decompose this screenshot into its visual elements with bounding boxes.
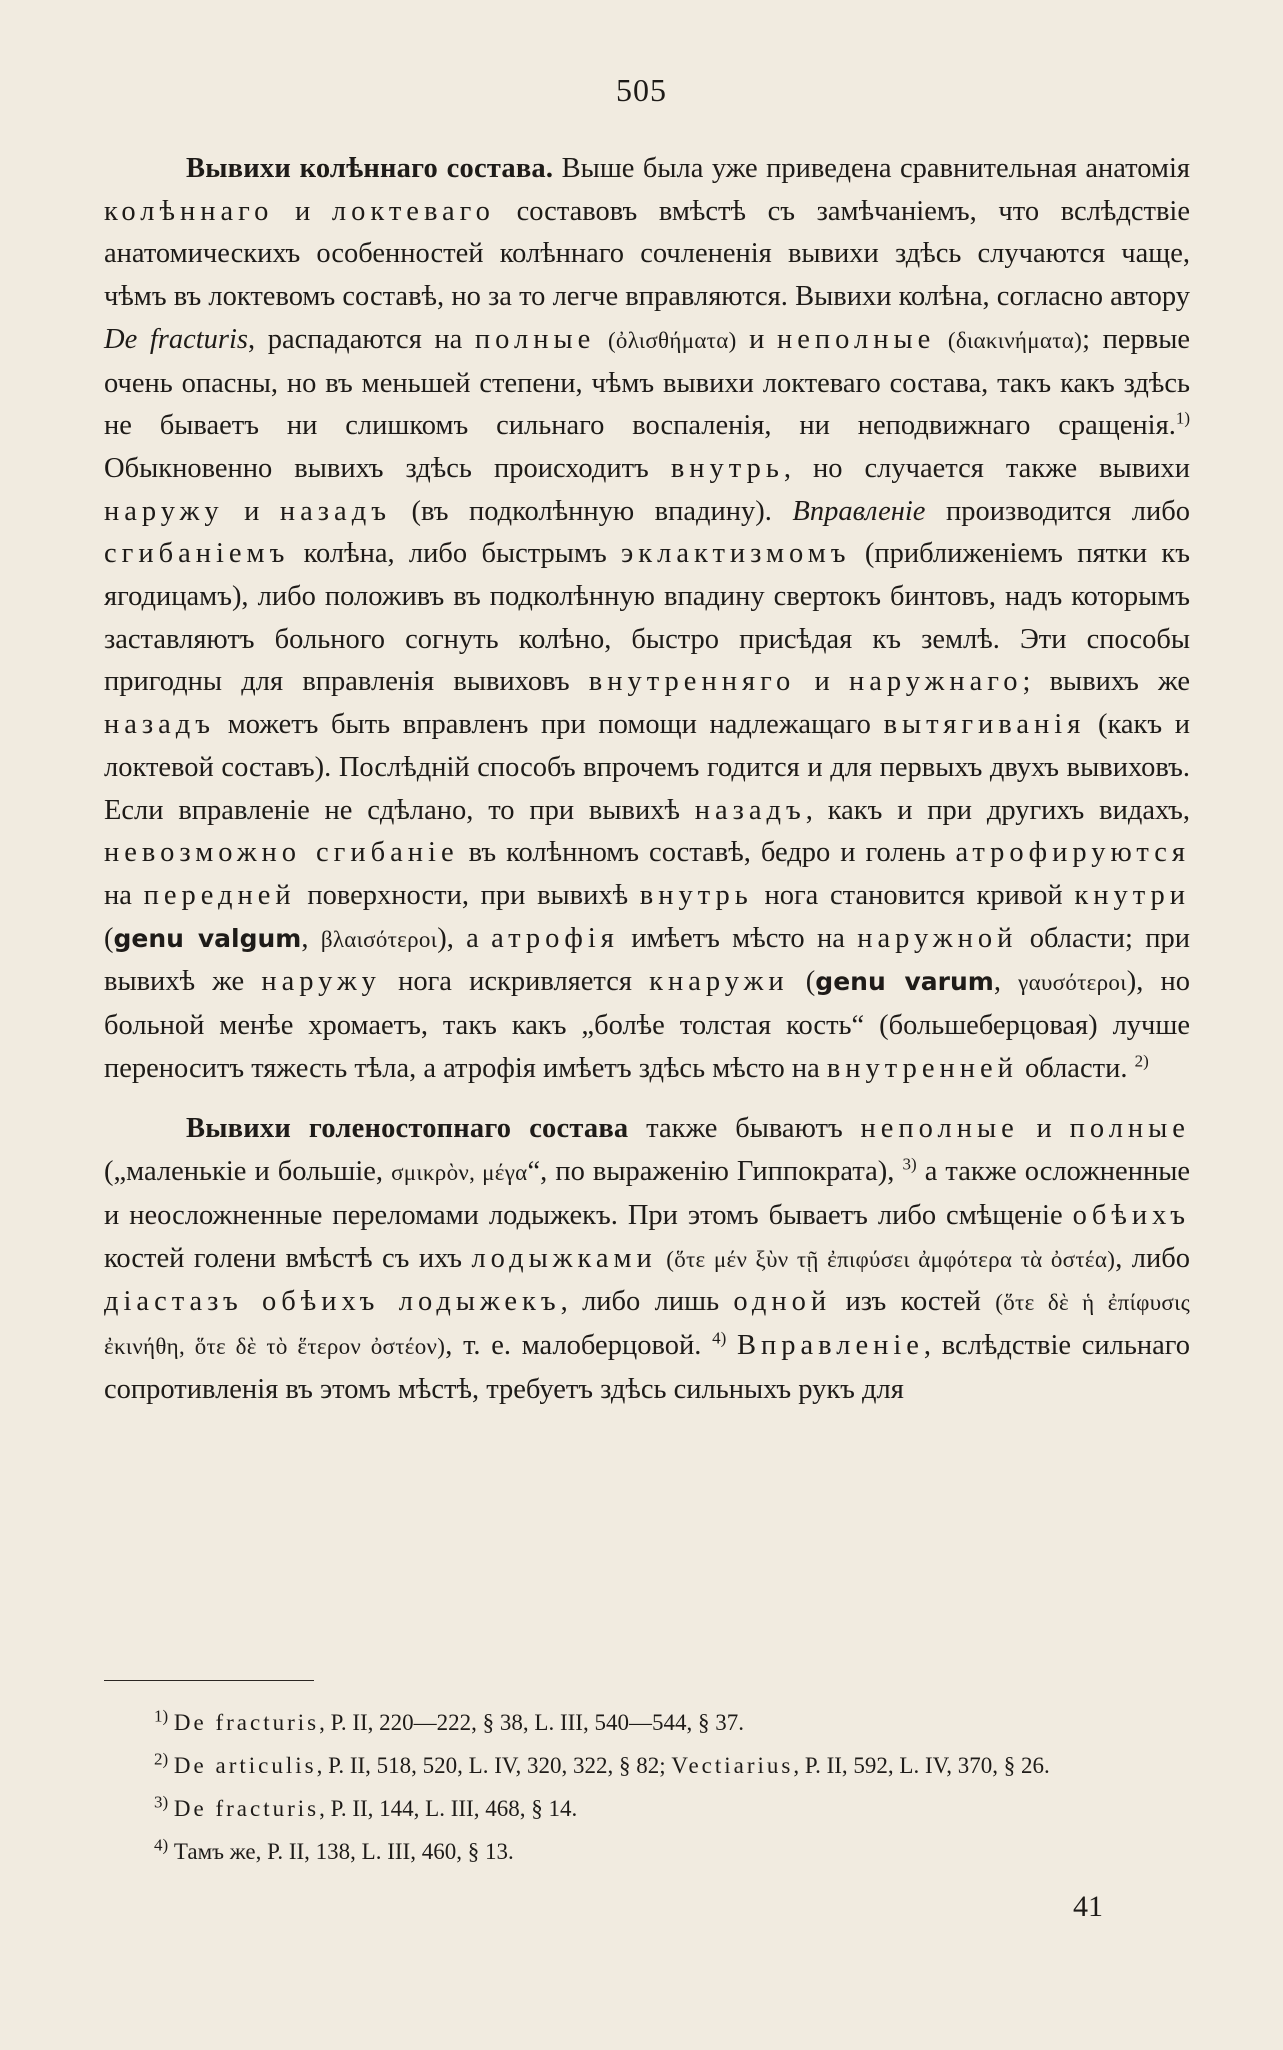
spaced-term: наружу [261, 966, 381, 998]
text-run: , либо [1115, 1242, 1190, 1274]
spaced-term: колѣннаго [104, 195, 274, 227]
text-run: можетъ быть вправленъ при помощи надлежащаго [215, 709, 884, 741]
footnote-number: 3) [154, 1792, 169, 1812]
spaced-term: невозможно сгибаніе [104, 837, 459, 869]
spaced-term: локтеваго [331, 195, 495, 227]
spaced-term: Вправленіе [736, 1329, 924, 1361]
main-text [104, 148, 1190, 1411]
text-run: , т. е. малоберцовой. [445, 1329, 713, 1361]
text-run: ( [104, 922, 114, 954]
spaced-term: обѣихъ [1072, 1199, 1190, 1231]
spaced-term: неполные [860, 1113, 1019, 1145]
spaced-term: наружнаго [848, 666, 1023, 698]
footnote-2 [104, 1748, 1190, 1783]
text-run: , [301, 922, 321, 954]
footnote-source: De fracturis [173, 1796, 320, 1821]
footnote-source: Vectiarius [671, 1753, 794, 1778]
latin-term: genu varum [815, 967, 994, 997]
paragraph-knee-dislocations [104, 148, 1190, 1090]
greek-term: γαυσότεροι [1018, 970, 1127, 996]
text-run: , [993, 966, 1019, 998]
text-run: , вслѣдствіе сильнаго сопротивленія въ этомъ мѣстѣ, требуетъ здѣсь сильныхъ рукъ для [104, 1329, 1191, 1405]
footnote-ref: 3) [902, 1154, 917, 1174]
footnote-3 [104, 1791, 1190, 1826]
spaced-term: внутренняго [588, 666, 796, 698]
text-run: въ колѣнномъ составѣ, бедро и голень [458, 837, 956, 869]
work-title: De fracturis [104, 323, 249, 355]
footnote-ref: 1) [1175, 408, 1190, 428]
text-run: колѣна, либо быстрымъ [289, 538, 622, 570]
spaced-term: наружу [104, 495, 224, 527]
spaced-term: одной [733, 1286, 832, 1318]
spaced-term: передней [143, 879, 296, 911]
text-run [595, 324, 608, 355]
paragraph-ankle-dislocations [104, 1108, 1190, 1411]
spaced-term: назадъ [104, 709, 216, 741]
text-run [935, 324, 948, 355]
text-run: ), а [437, 922, 492, 954]
italic-term: Вправленіе [792, 495, 926, 527]
spaced-term: эклактизмомъ [621, 538, 851, 570]
text-run: ; первые очень опасны, но въ меньшей степени, чѣмъ вывихи локтеваго состава, такъ какъ здѣсь не бываетъ ни слишкомъ сильнаго воспаленія, ни неподвижнаго сращенія. [104, 323, 1191, 442]
text-run: и [273, 195, 332, 227]
footnote-ref: 4) [712, 1328, 727, 1348]
greek-term: (ὅτε δὲ ἡ ἐπίφυσις ἐκινήθη, ὅτε δὲ τὸ ἕτερον ὀστέον) [104, 1290, 1190, 1359]
spaced-term: вытягиванія [883, 709, 1086, 741]
text-run: составовъ вмѣстѣ съ замѣчаніемъ, что вслѣдствіе анатомическихъ особенностей колѣннаго сочлененія вывихи здѣсь случаются чаще, чѣмъ въ локтевомъ составѣ, но за то легче вправляются. Вывихи колѣна, согласно автору [104, 195, 1190, 313]
text-run: ( [788, 966, 816, 998]
text-run: поверхности, при вывихѣ [295, 879, 640, 911]
page-number: 505 [616, 72, 667, 108]
footnote-4 [104, 1834, 1190, 1869]
text-run: “, по выраженію Гиппократа), [527, 1156, 903, 1188]
spaced-term: діастазъ обѣихъ лодыжекъ [104, 1286, 561, 1318]
footnote-source: De articulis [173, 1753, 317, 1778]
text-run: , либо лишь [560, 1286, 734, 1318]
greek-term: (ὅτε μέν ξὺν τῇ ἐπιφύσει ἀμφότερα τὰ ὀστέα) [666, 1246, 1116, 1272]
footnote-text: Тамъ же, P. II, 138, L. III, 460, § 13. [173, 1839, 514, 1864]
text-run: также бываютъ [628, 1113, 861, 1145]
text-run: ; вывихъ же [1022, 666, 1190, 698]
footnote-text: , P. II, 592, L. IV, 370, § 26. [793, 1753, 1050, 1778]
text-run: на [104, 879, 144, 911]
footnote-text: , P. II, 220—222, § 38, L. III, 540—544, § 37. [319, 1710, 744, 1735]
text-run: нога становится кривой [752, 879, 1075, 911]
text-run: производится либо [925, 495, 1190, 527]
signature-mark: 41 [1073, 1890, 1103, 1923]
footnote-number: 4) [154, 1835, 169, 1855]
footnote-text: , P. II, 144, L. III, 468, § 14. [319, 1796, 578, 1821]
text-run: (приближеніемъ пятки къ ягодицамъ), либо положивъ въ подколѣнную впадину свертокъ бинтовъ, надъ которымъ заставляютъ больного согнуть колѣно, быстро присѣдая къ землѣ. Эти способы пригодны для вправленія вывиховъ [104, 538, 1190, 698]
spaced-term: полные [1069, 1113, 1190, 1145]
spaced-term: атрофируются [955, 837, 1190, 869]
text-run: , распадаются на [248, 323, 475, 355]
spaced-term: атрофія [491, 922, 619, 954]
footnote-ref: 2) [1134, 1051, 1149, 1071]
text-run: области. [1017, 1052, 1135, 1084]
spaced-term: наружной [857, 922, 1018, 954]
text-run: изъ костей [831, 1286, 996, 1318]
text-run: области; при вывихѣ же [104, 922, 1191, 998]
text-run: и [795, 666, 849, 698]
text-run: а также осложненные и неосложненные переломами лодыжекъ. При этомъ бываетъ либо смѣщеніе [104, 1156, 1191, 1231]
spaced-term: внутрь [639, 879, 753, 911]
footnotes [104, 1705, 1190, 1877]
text-run [657, 1243, 666, 1274]
spaced-term: внутрь [670, 452, 784, 484]
spaced-term: полные [474, 323, 596, 355]
spaced-term: сгибаніемъ [104, 538, 290, 570]
footnote-text: , P. II, 518, 520, L. IV, 320, 322, § 82; [316, 1753, 672, 1778]
footnote-1 [104, 1705, 1190, 1740]
text-run [726, 1330, 737, 1361]
section-heading-knee: Вывихи колѣннаго состава. [186, 153, 554, 184]
text-run: ), но больной менѣе хромаетъ, такъ какъ „болѣе толстая кость“ (большеберцовая) лучше переноситъ тяжесть тѣла, а атрофія имѣетъ здѣсь мѣсто на [104, 966, 1191, 1084]
footnote-number: 2) [154, 1749, 169, 1769]
footnote-number: 1) [154, 1706, 169, 1726]
text-run: и [223, 495, 280, 527]
text-run: (какъ и локтевой составъ). Послѣдній способъ впрочемъ годится и для первыхъ двухъ вывиховъ. Если вправленіе не сдѣлано, то при вывихѣ [104, 709, 1190, 826]
text-run: , какъ и при другихъ видахъ, [805, 794, 1190, 826]
greek-term: (ὀλισθήματα) [607, 327, 737, 353]
text-run: и [1018, 1113, 1070, 1145]
footnote-source: De fracturis [173, 1710, 320, 1735]
spaced-term: лодыжками [471, 1242, 657, 1274]
greek-term: βλαισότεροι [320, 926, 438, 952]
greek-term: (διακινήματα) [947, 327, 1083, 353]
text-run: Обыкновенно вывихъ здѣсь происходитъ [104, 452, 671, 484]
footnote-divider [104, 1680, 314, 1681]
text-run: нога искривляется [380, 966, 650, 998]
spaced-term: внутренней [826, 1052, 1018, 1084]
text-run: , но случается также вывихи [783, 452, 1190, 484]
spaced-term: кнаружи [649, 966, 789, 998]
text-run: („маленькіе и большіе, [104, 1156, 392, 1188]
spaced-term: назадъ [279, 495, 391, 527]
section-heading-ankle: Вывихи голеностопнаго состава [186, 1113, 629, 1145]
text-run: (въ подколѣнную впадину). [390, 495, 793, 527]
text-run: и [736, 323, 777, 355]
text-run: Выше была уже приведена сравнительная анатомія [553, 153, 1190, 184]
latin-term: genu valgum [113, 923, 302, 953]
text-run: костей голени вмѣстѣ съ ихъ [104, 1242, 472, 1274]
greek-term: σμικρὸν, μέγα [391, 1160, 528, 1186]
spaced-term: кнутри [1074, 879, 1190, 911]
text-run: имѣетъ мѣсто на [618, 922, 858, 954]
spaced-term: назадъ [694, 794, 806, 826]
spaced-term: неполные [777, 323, 936, 355]
